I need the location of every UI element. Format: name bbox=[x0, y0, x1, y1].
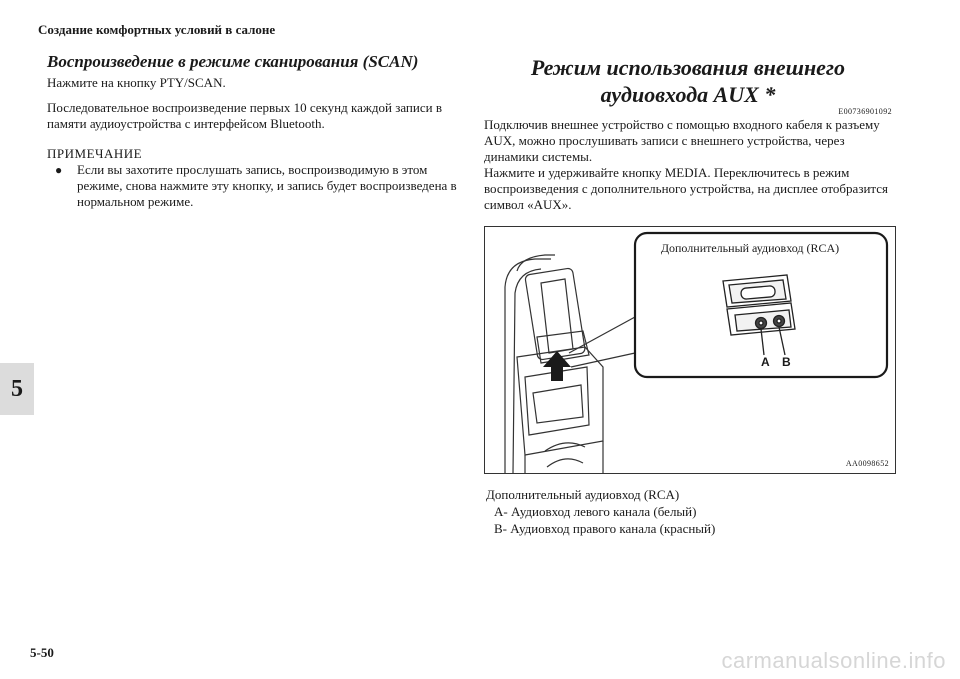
note-label: ПРИМЕЧАНИЕ bbox=[47, 146, 143, 161]
aux-title-line-1: Режим использования внешнего bbox=[530, 55, 846, 80]
scan-section bbox=[47, 52, 457, 210]
scan-instruction: Нажмите на кнопку PTY/SCAN. bbox=[47, 75, 226, 90]
section-code: E00736901092 bbox=[838, 107, 892, 116]
aux-figure bbox=[484, 226, 896, 474]
figure-code: AA0098652 bbox=[845, 459, 889, 468]
legend-text: Аудиовход левого канала (белый) bbox=[510, 504, 697, 519]
scan-section-title: Воспроизведение в режиме сканирования (SCAN) bbox=[47, 52, 419, 71]
console-illustration bbox=[485, 227, 895, 473]
legend-item-b bbox=[494, 520, 886, 537]
aux-instruction: Нажмите и удерживайте кнопку MEDIA. Переключитесь в режим воспроизведения с дополнительного устройства, на дисплее отобразится символ «AUX». bbox=[484, 165, 888, 212]
aux-description: Подключив внешнее устройство с помощью входного кабеля к разъему AUX, можно прослушивать записи с внешнего устройства, через динамики системы. bbox=[484, 117, 880, 164]
page-number: 5-50 bbox=[30, 645, 54, 660]
legend-key: A- bbox=[494, 504, 508, 519]
legend-item-a bbox=[494, 503, 886, 520]
note-text: Если вы захотите прослушать запись, воспроизводимую в этом режиме, снова нажмите эту кнопку, и запись будет воспроизведена в нормальном режиме. bbox=[77, 162, 457, 209]
jack-b-label: B bbox=[782, 355, 791, 369]
callout-title: Дополнительный аудиовход (RCA) bbox=[660, 241, 840, 255]
note-item bbox=[47, 162, 457, 210]
legend-title: Дополнительный аудиовход (RCA) bbox=[486, 487, 680, 502]
legend-key: B- bbox=[494, 521, 507, 536]
scan-description: Последовательное воспроизведение первых 10 секунд каждой записи в памяти аудиоустройства с интерфейсом Bluetooth. bbox=[47, 100, 442, 131]
jack-a-label: A bbox=[761, 355, 770, 369]
bullet-icon: ● bbox=[55, 163, 63, 177]
figure-legend bbox=[486, 486, 886, 537]
aux-section-body bbox=[484, 117, 896, 213]
legend-text: Аудиовход правого канала (красный) bbox=[510, 521, 716, 536]
aux-title-line-2: аудиовхода AUX * bbox=[600, 82, 776, 107]
chapter-tab: 5 bbox=[0, 363, 34, 415]
watermark: carmanualsonline.info bbox=[721, 648, 946, 673]
aux-section-title bbox=[484, 54, 892, 108]
running-head: Создание комфортных условий в салоне bbox=[38, 22, 276, 37]
